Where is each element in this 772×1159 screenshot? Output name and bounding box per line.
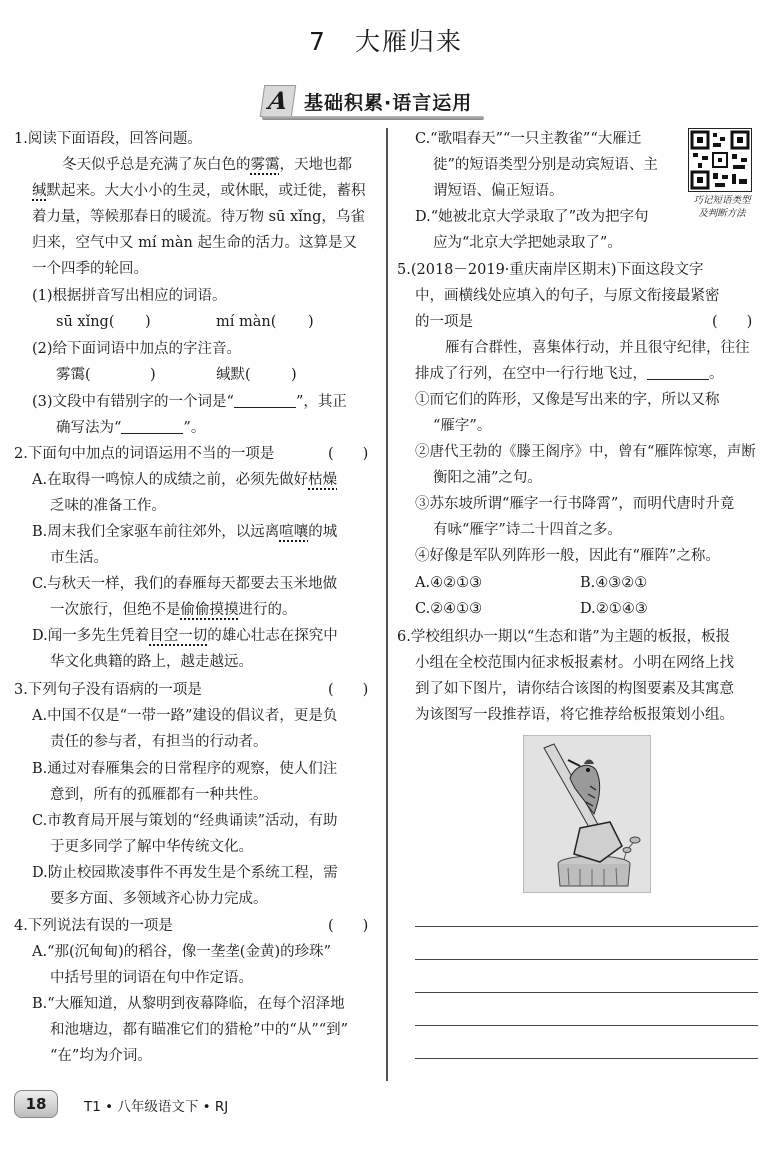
q3-option-c-cont: 于更多同学了解中华传统文化。 <box>50 839 253 855</box>
q1-sub1-item: ) <box>308 314 314 330</box>
q1-sub1-item: ) <box>145 314 151 330</box>
q1-sub2-item: 雾霭( <box>56 367 91 383</box>
q5-choice-d[interactable]: D.②①④③ <box>580 601 648 617</box>
footer-text: T1 • 八年级语文下 • RJ <box>84 1099 229 1115</box>
section-title: 基础积累·语言运用 <box>304 91 473 114</box>
q1-passage-line: 冬天似乎总是充满了灰白色的雾霭，天地也都 <box>62 157 352 173</box>
q5-option-3: ③苏东坡所谓“雁字一行书降霄”，而明代唐时升竟 <box>415 496 735 512</box>
q1-sub3: (3)文段中有错别字的一个词是“ ”，其正 <box>32 389 347 415</box>
q6-stem-cont: 为该图写一段推荐语，将它推荐给板报策划小组。 <box>415 707 734 723</box>
q4-option-a: A.“那(沉甸甸)的稻谷，像一垄垄(金黄)的珍珠” <box>32 944 332 960</box>
answer-line[interactable] <box>415 959 758 960</box>
q2-stem: 2.下面句中加点的词语运用不当的一项是 <box>14 446 275 462</box>
q6-stem: 6.学校组织办一期以“生态和谐”为主题的板报，板报 <box>397 629 731 645</box>
q3-option-d: D.防止校园欺凌事件不再发生是个系统工程，需 <box>32 865 338 881</box>
q5-stem-cont: 中，画横线处应填入的句子，与原文衔接最紧密 <box>415 288 720 304</box>
q4-option-c-cont: 徙”的短语类型分别是动宾短语、主 <box>433 157 658 173</box>
q1-passage-line: 缄默起来。大大小小的生灵，或休眠，或迁徙，蓄积 <box>32 183 366 199</box>
answer-blank[interactable] <box>647 363 709 380</box>
answer-line[interactable] <box>415 992 758 993</box>
q4-option-c-cont: 谓短语、偏正短语。 <box>433 183 564 199</box>
answer-blank[interactable] <box>234 391 296 408</box>
q5-choice-a[interactable]: A.④②①③ <box>415 575 483 591</box>
column-divider <box>386 128 388 1081</box>
woodpecker-axe-picture <box>523 735 651 893</box>
q5-choice-b[interactable]: B.④③②① <box>580 575 648 591</box>
q1-sub1: (1)根据拼音写出相应的词语。 <box>32 288 227 304</box>
answer-line[interactable] <box>415 1058 758 1059</box>
q3-option-b: B.通过对春雁集会的日常程序的观察，使人们注 <box>32 761 338 777</box>
answer-line[interactable] <box>415 1025 758 1026</box>
page-title <box>0 22 772 58</box>
q1-sub2-item: 缄默( <box>216 367 251 383</box>
answer-paren[interactable]: ( ) <box>328 918 369 934</box>
q5-choice-c[interactable]: C.②④①③ <box>415 601 483 617</box>
q2-option-d-cont: 华文化典籍的路上，越走越远。 <box>50 654 253 670</box>
q3-option-a-cont: 责任的参与者，有担当的行动者。 <box>50 734 268 750</box>
q1-sub2-item: ) <box>150 367 156 383</box>
q3-stem: 3.下列句子没有语病的一项是 <box>14 682 202 698</box>
q5-option-1: ①而它们的阵形，又像是写出来的字，所以又称 <box>415 392 720 408</box>
q3-option-c: C.市教育局开展与策划的“经典诵读”活动，有助 <box>32 813 338 829</box>
qr-code[interactable] <box>688 128 752 192</box>
q1-sub1-item: sū xǐng( <box>56 314 115 330</box>
banner-underline <box>262 116 484 120</box>
q4-option-b-cont: “在”均为介词。 <box>50 1048 152 1064</box>
q1-passage-line: 一个四季的轮回。 <box>32 261 148 277</box>
q2-option-b-cont: 市生活。 <box>50 550 108 566</box>
q6-stem-cont: 到了如下图片，请你结合该图的构图要素及其寓意 <box>415 681 734 697</box>
q2-option-c: C.与秋天一样，我们的春雁每天都要去玉米地做 <box>32 576 338 592</box>
q1-sub2-item: ) <box>291 367 297 383</box>
q5-stem-cont: 的一项是 <box>415 314 473 330</box>
q6-stem-cont: 小组在全校范围内征求板报素材。小明在网络上找 <box>415 655 734 671</box>
page-number: 18 <box>14 1090 58 1118</box>
q2-option-b: B.周末我们全家驱车前往郊外，以远离喧嚷的城 <box>32 524 338 540</box>
q1-passage-line: 归来，空气中又 mí màn 起生命的活力。这算是又 <box>32 235 357 251</box>
answer-paren[interactable]: ( ) <box>712 314 753 330</box>
section-badge: A <box>260 85 296 117</box>
q1-passage-line: 着力量，等候那春日的暖流。待万物 sū xǐng，乌雀 <box>32 209 365 225</box>
qr-caption: 巧记短语类型 及判断方法 <box>693 195 751 219</box>
q4-option-b: B.“大雁知道，从黎明到夜幕降临，在每个沼泽地 <box>32 996 345 1012</box>
lesson-number: 7 <box>309 27 327 56</box>
q5-option-2-cont: 衡阳之浦”之句。 <box>433 470 542 486</box>
section-banner <box>262 84 472 118</box>
q1-sub1-item: mí màn( <box>216 314 277 330</box>
q5-option-4: ④好像是军队列阵形一般，因此有“雁阵”之称。 <box>415 548 720 564</box>
qr-code-icon <box>689 129 751 191</box>
q4-option-b-cont: 和池塘边，都有瞄准它们的猎枪”中的“从”“到” <box>50 1022 349 1038</box>
q2-option-c-cont: 一次旅行，但绝不是偷偷摸摸进行的。 <box>50 602 297 618</box>
q1-sub3: 确写法为“ ”。 <box>56 415 205 441</box>
woodpecker-axe-illustration <box>524 736 650 892</box>
q5-option-3-cont: 有咏“雁字”诗二十四首之多。 <box>433 522 622 538</box>
q1-stem: 1.阅读下面语段，回答问题。 <box>14 131 202 147</box>
q2-option-d: D.闻一多先生凭着目空一切的雄心壮志在探究中 <box>32 628 338 644</box>
answer-blank[interactable] <box>121 417 183 434</box>
q5-stem: 5.(2018－2019·重庆南岸区期末)下面这段文字 <box>397 262 704 278</box>
q5-passage: 雁有合群性，喜集体行动，并且很守纪律，往往 <box>445 340 750 356</box>
q4-option-a-cont: 中括号里的词语在句中作定语。 <box>50 970 253 986</box>
q2-option-a-cont: 乏味的准备工作。 <box>50 498 166 514</box>
q3-option-b-cont: 意到，所有的孤雁都有一种共性。 <box>50 787 268 803</box>
q4-option-d-cont: 应为“北京大学把她录取了”。 <box>433 235 622 251</box>
answer-paren[interactable]: ( ) <box>328 682 369 698</box>
q4-option-d: D.“她被北京大学录取了”改为把字句 <box>415 209 649 225</box>
answer-line[interactable] <box>415 926 758 927</box>
q5-option-2: ②唐代王勃的《滕王阁序》中，曾有“雁阵惊寒，声断 <box>415 444 756 460</box>
lesson-title: 大雁归来 <box>354 27 463 56</box>
q2-option-a: A.在取得一鸣惊人的成绩之前，必须先做好枯燥 <box>32 472 338 488</box>
q1-sub2: (2)给下面词语中加点的字注音。 <box>32 341 242 357</box>
q5-option-1-cont: “雁字”。 <box>433 418 492 434</box>
q3-option-d-cont: 要多方面、多领域齐心协力完成。 <box>50 891 268 907</box>
q3-option-a: A.中国不仅是“一带一路”建设的倡议者，更是负 <box>32 708 338 724</box>
answer-paren[interactable]: ( ) <box>328 446 369 462</box>
q4-option-c: C.“歌唱春天”“一只主教雀”“大雁迁 <box>415 131 642 147</box>
q5-passage: 排成了行列，在空中一行行地飞过， 。 <box>415 361 724 387</box>
q4-stem: 4.下列说法有误的一项是 <box>14 918 173 934</box>
